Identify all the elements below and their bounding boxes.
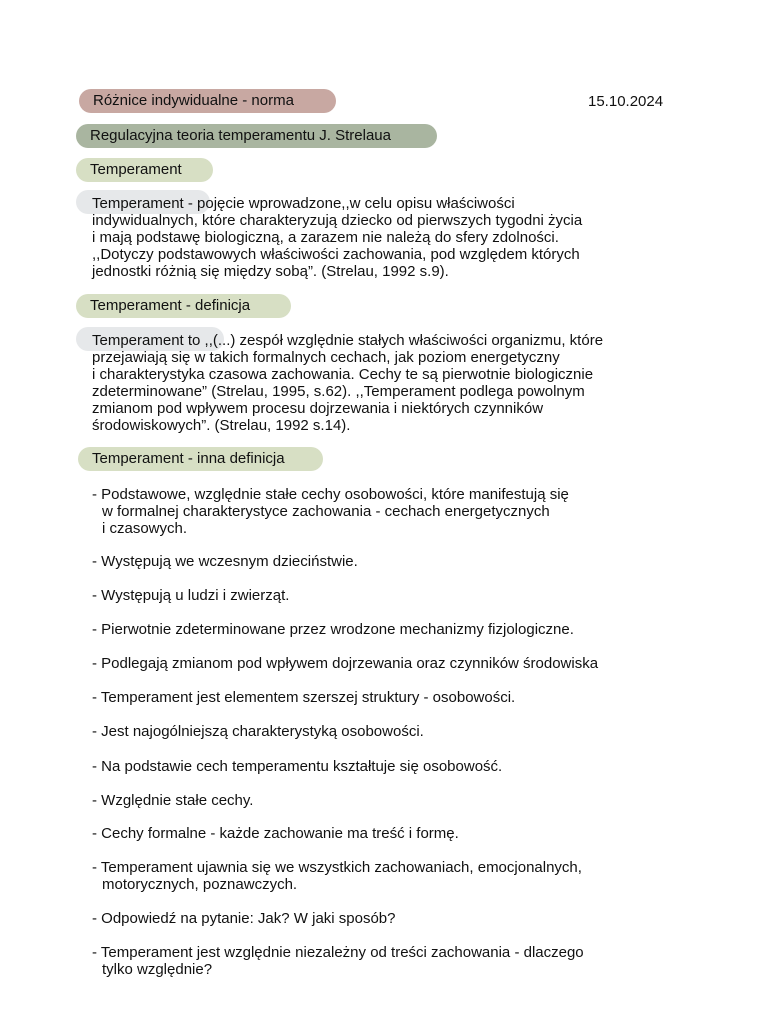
list-item-line: - Na podstawie cech temperamentu kształtuje się osobowość.	[92, 758, 503, 775]
list-item	[92, 758, 502, 775]
list-item	[92, 723, 424, 740]
list-item-line: motorycznych, poznawczych.	[102, 876, 298, 893]
list-item	[92, 825, 459, 842]
list-item	[92, 792, 253, 809]
paragraph-line: ,,Dotyczy podstawowych właściwości zachowania, pod względem których	[92, 246, 580, 263]
list-item-line: - Występują we wczesnym dzieciństwie.	[92, 553, 358, 570]
list-item-line: tylko względnie?	[102, 961, 213, 978]
section-tag-inna-definicja: Temperament - inna definicja	[78, 447, 323, 471]
paragraph-temperament	[92, 195, 692, 280]
list-item	[92, 944, 584, 978]
paragraph-line: zmianom pod wpływem procesu dojrzewania i niektórych czynników	[92, 400, 544, 417]
list-item-line: - Podlegają zmianom pod wpływem dojrzewania oraz czynników środowiska	[92, 655, 599, 672]
paragraph-line: i charakterystyka czasowa zachowania. Cechy te są pierwotnie biologicznie	[92, 366, 594, 383]
paragraph-definicja	[92, 332, 692, 434]
paragraph-line: jednostki różnią się między sobą”. (Strelau, 1992 s.9).	[92, 263, 449, 280]
list-item	[92, 486, 569, 537]
title-tag: Różnice indywidualne - norma	[79, 89, 336, 113]
paragraph-line: i mają podstawę biologiczną, a zarazem nie należą do sfery zdolności.	[92, 229, 559, 246]
paragraph-line: Temperament - pojęcie wprowadzone,,w celu opisu właściwości	[92, 195, 515, 212]
list-item	[92, 553, 358, 570]
list-item-line: w formalnej charakterystyce zachowania - cechach energetycznych	[102, 503, 550, 520]
list-item	[92, 655, 598, 672]
date-label: 15.10.2024	[588, 93, 664, 110]
list-item-line: - Cechy formalne - każde zachowanie ma treść i formę.	[92, 825, 459, 842]
paragraph-line: przejawiają się w takich formalnych cechach, jak poziom energetyczny	[92, 349, 560, 366]
list-item-line: - Pierwotnie zdeterminowane przez wrodzone mechanizmy fizjologiczne.	[92, 621, 574, 638]
list-item-line: - Podstawowe, względnie stałe cechy osobowości, które manifestują się	[92, 486, 569, 503]
paragraph-line: środowiskowych”. (Strelau, 1992 s.14).	[92, 417, 351, 434]
paragraph-line: indywidualnych, które charakteryzują dziecko od pierwszych tygodni życia	[92, 212, 583, 229]
list-item-line: - Temperament ujawnia się we wszystkich zachowaniach, emocjonalnych,	[92, 859, 582, 876]
list-item-line: - Temperament jest elementem szerszej struktury - osobowości.	[92, 689, 516, 706]
list-item	[92, 689, 515, 706]
list-item-line: - Występują u ludzi i zwierząt.	[92, 587, 290, 604]
list-item-line: i czasowych.	[102, 520, 188, 537]
list-item-line: - Jest najogólniejszą charakterystyką osobowości.	[92, 723, 424, 740]
paragraph-line: Temperament to ,,(...) zespół względnie stałych właściwości organizmu, które	[92, 332, 604, 349]
subtitle-tag: Regulacyjna teoria temperamentu J. Strelaua	[76, 124, 437, 148]
paragraph-line: zdeterminowane” (Strelau, 1995, s.62). ,,Temperament podlega powolnym	[92, 383, 585, 400]
list-item	[92, 859, 582, 893]
section-tag-definicja: Temperament - definicja	[76, 294, 291, 318]
list-item	[92, 587, 289, 604]
list-item-line: - Odpowiedź na pytanie: Jak? W jaki sposób?	[92, 910, 396, 927]
section-tag-temperament: Temperament	[76, 158, 213, 182]
list-item	[92, 910, 396, 927]
list-item	[92, 621, 574, 638]
list-item-line: - Względnie stałe cechy.	[92, 792, 254, 809]
list-item-line: - Temperament jest względnie niezależny od treści zachowania - dlaczego	[92, 944, 584, 961]
